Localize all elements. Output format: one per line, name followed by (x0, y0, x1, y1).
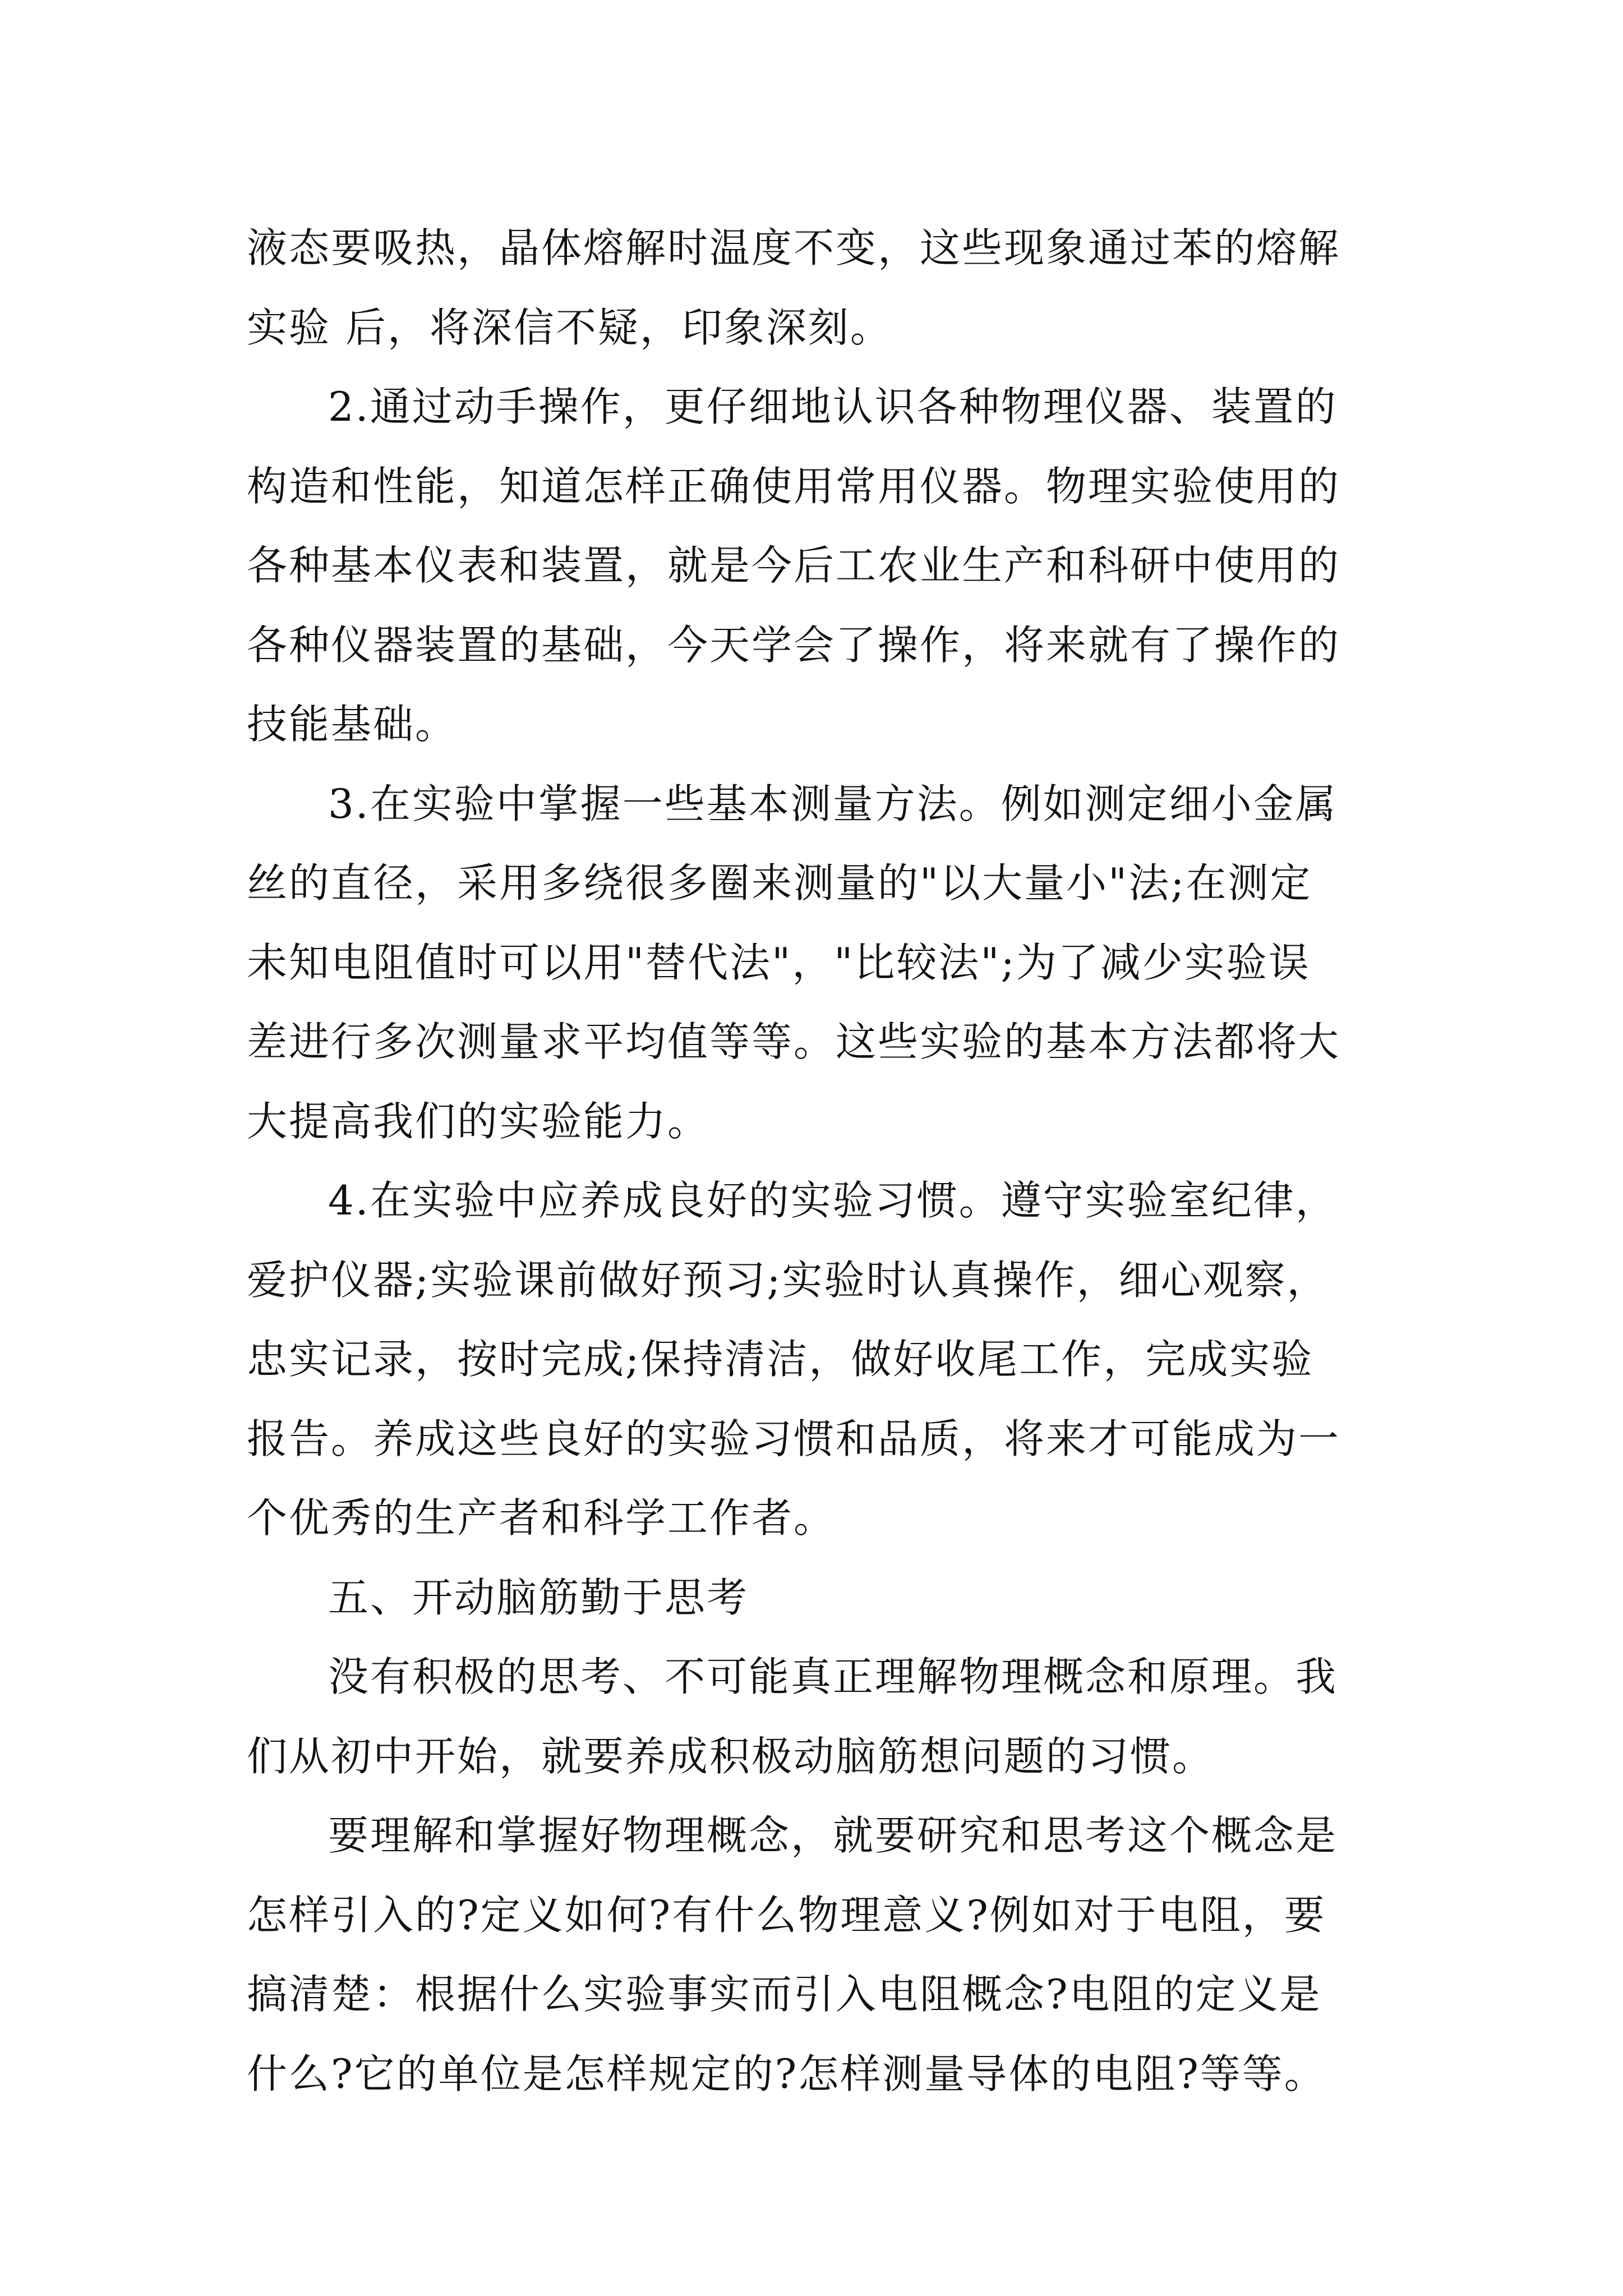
text-line: 差进行多次测量求平均值等等。这些实验的基本方法都将大 (247, 1018, 1341, 1065)
text-line: 忠实记录，按时完成;保持清洁，做好收尾工作，完成实验 (247, 1336, 1314, 1383)
text-line: 2.通过动手操作，更仔细地认识各种物理仪器、装置的 (328, 383, 1338, 430)
text-line: 构造和性能，知道怎样正确使用常用仪器。物理实验使用的 (247, 462, 1341, 510)
text-line: 爱护仪器;实验课前做好预习;实验时认真操作，细心观察， (247, 1256, 1329, 1304)
text-line: 4.在实验中应养成良好的实验习惯。遵守实验室纪律， (328, 1177, 1338, 1224)
text-line: 个优秀的生产者和科学工作者。 (247, 1494, 836, 1542)
text-line: 什么?它的单位是怎样规定的?怎样测量导体的电阻?等等。 (247, 2050, 1326, 2097)
section-heading: 五、开动脑筋勤于思考 (328, 1573, 749, 1621)
text-line: 实验 后，将深信不疑，印象深刻。 (247, 303, 892, 351)
text-line: 搞清楚：根据什么实验事实而引入电阻概念?电阻的定义是 (247, 1971, 1322, 2018)
text-line: 怎样引入的?定义如何?有什么物理意义?例如对于电阻，要 (247, 1891, 1326, 1939)
body-text (247, 209, 1380, 2114)
text-line: 各种基本仪表和装置，就是今后工农业生产和科研中使用的 (247, 542, 1341, 589)
text-line: 3.在实验中掌握一些基本测量方法。例如测定细小金属 (328, 780, 1338, 827)
text-line: 液态要吸热，晶体熔解时温度不变，这些现象通过苯的熔解 (247, 224, 1341, 272)
text-line: 没有积极的思考、不可能真正理解物理概念和原理。我 (328, 1653, 1338, 1700)
text-line: 们从初中开始，就要养成积极动脑筋想问题的习惯。 (247, 1732, 1215, 1780)
text-line: 技能基础。 (247, 701, 458, 748)
text-line: 未知电阻值时可以用"替代法"，"比较法";为了减少实验误 (247, 938, 1311, 986)
text-line: 报告。养成这些良好的实验习惯和品质，将来才可能成为一 (247, 1415, 1341, 1462)
text-line: 丝的直径，采用多绕很多圈来测量的"以大量小"法;在测定 (247, 859, 1312, 907)
text-line: 各种仪器装置的基础，今天学会了操作，将来就有了操作的 (247, 621, 1341, 669)
text-line: 大提高我们的实验能力。 (247, 1097, 710, 1145)
text-line: 要理解和掌握好物理概念，就要研究和思考这个概念是 (328, 1812, 1338, 1859)
